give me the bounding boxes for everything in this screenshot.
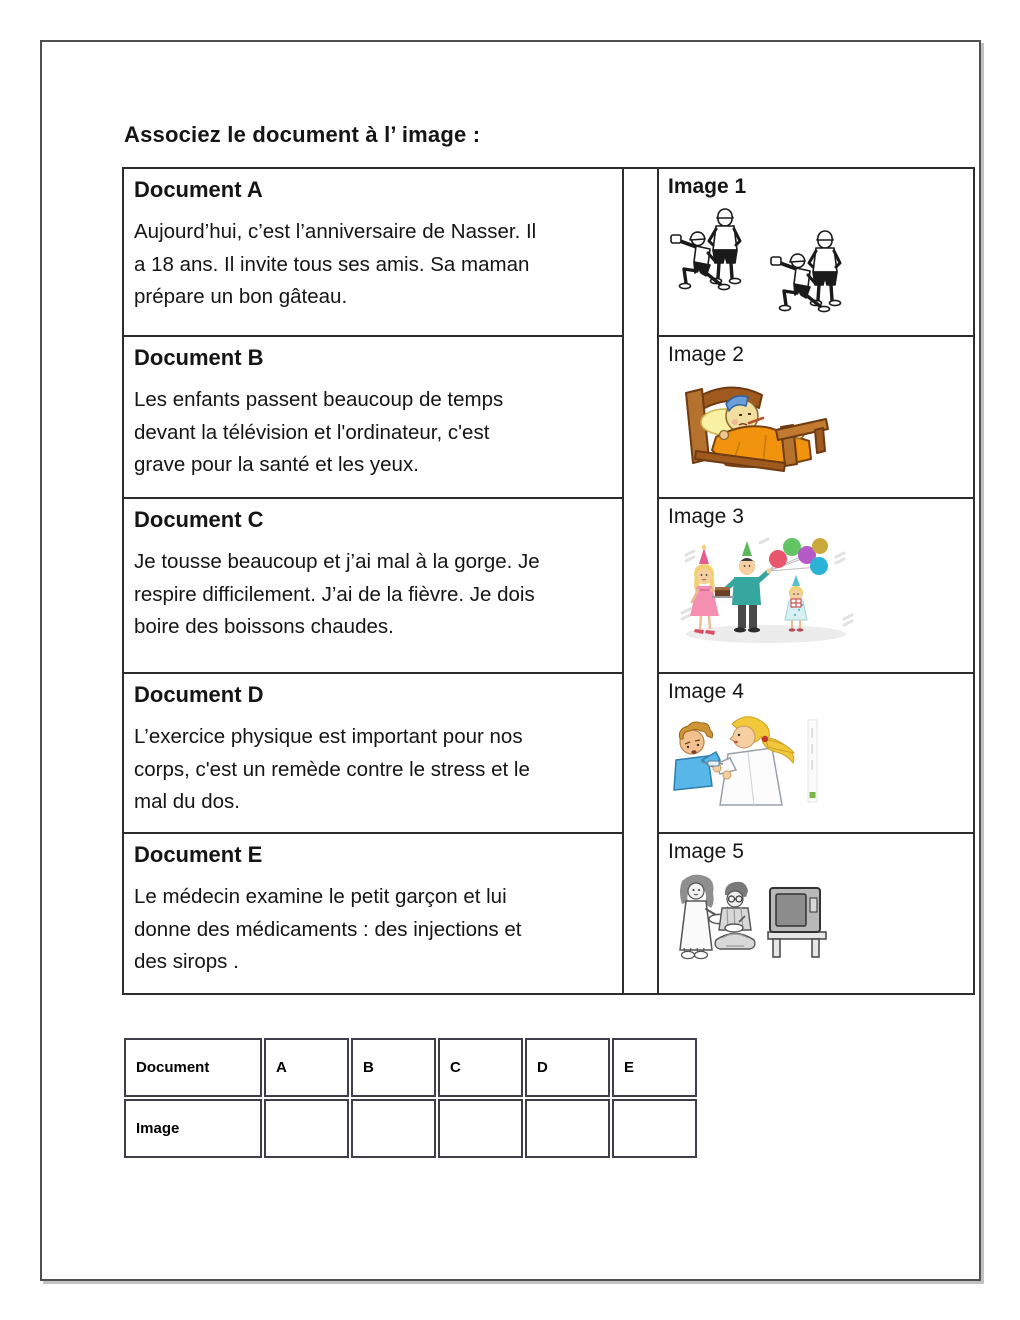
answer-header-e: E (612, 1038, 697, 1097)
image-cell-5 (659, 834, 973, 993)
image-2-label: Image 2 (668, 343, 744, 366)
answer-header-d: D (525, 1038, 610, 1097)
document-cell-c: Document C Je tousse beaucoup et j’ai mal à la gorge. Je respire difficilement. J’ai de la fièvre. Je dois boire des boissons chaudes. (124, 499, 624, 674)
document-cell-a: Document A Aujourd’hui, c’est l’anniversaire de Nasser. Il a 18 ans. Il invite tous ses amis. Sa maman prépare un bon gâteau. (124, 169, 624, 337)
answer-cell-e (612, 1099, 697, 1158)
document-e-header: Document E (134, 842, 263, 867)
document-cell-e: Document E Le médecin examine le petit garçon et lui donne des médicaments : des injections et des sirops . (124, 834, 624, 993)
answer-image-row (124, 1099, 697, 1158)
exercise-people-clipart (668, 203, 856, 315)
page-title: Associez le document à l’ image : (124, 122, 481, 147)
worksheet-page (40, 40, 981, 1281)
answer-table-image-label: Image (124, 1099, 262, 1158)
document-d-header: Document D (134, 682, 264, 707)
document-cell-d: Document D L’exercice physique est important pour nos corps, c'est un remède contre le stress et le mal du dos. (124, 674, 624, 834)
answer-cell-a (264, 1099, 349, 1158)
image-cell-3 (659, 499, 973, 674)
answer-cell-b (351, 1099, 436, 1158)
image-5-label: Image 5 (668, 840, 744, 863)
document-a-header: Document A (134, 177, 263, 202)
matching-table (122, 167, 975, 995)
answer-table-document-label: Document (124, 1038, 262, 1097)
answer-table (122, 1036, 699, 1160)
document-d-text: L’exercice physique est important pour nos (134, 725, 523, 748)
sick-child-in-bed-clipart (668, 371, 836, 473)
image-cell-1 (659, 169, 973, 337)
table-gap-column (624, 169, 659, 993)
image-4-label: Image 4 (668, 680, 744, 703)
document-cell-b: Document B Les enfants passent beaucoup de temps devant la télévision et l'ordinateur, c'est grave pour la santé et les yeux. (124, 337, 624, 499)
document-c-header: Document C (134, 507, 264, 532)
document-b-text: Les enfants passent beaucoup de temps (134, 388, 504, 411)
answer-header-b: B (351, 1038, 436, 1097)
birthday-party-clipart (668, 533, 868, 648)
kids-watching-tv-clipart (668, 868, 838, 968)
answer-header-row (124, 1038, 697, 1097)
document-c-text: Je tousse beaucoup et j’ai mal à la gorge. Je (134, 550, 540, 573)
answer-header-a: A (264, 1038, 349, 1097)
document-e-text: Le médecin examine le petit garçon et lui (134, 885, 507, 908)
document-b-header: Document B (134, 345, 264, 370)
image-1-label: Image 1 (668, 175, 747, 198)
image-cell-4 (659, 674, 973, 834)
nurse-injection-clipart (668, 708, 820, 808)
document-a-text: Aujourd’hui, c’est l’anniversaire de Nasser. Il (134, 220, 537, 243)
answer-cell-d (525, 1099, 610, 1158)
answer-header-c: C (438, 1038, 523, 1097)
answer-cell-c (438, 1099, 523, 1158)
image-3-label: Image 3 (668, 505, 744, 528)
image-cell-2 (659, 337, 973, 499)
